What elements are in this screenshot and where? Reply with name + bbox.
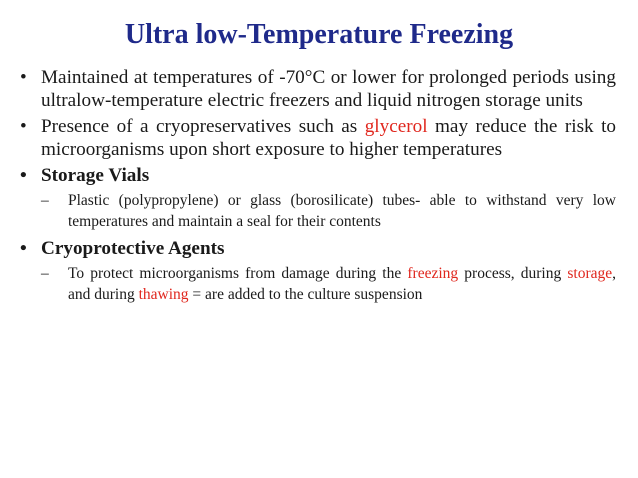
- slide-title: Ultra low-Temperature Freezing: [124, 19, 514, 50]
- sub-bullet-cryoprotective-agents: [20, 263, 616, 305]
- slide-content: [20, 66, 616, 310]
- highlight-glycerol: glycerol: [364, 116, 428, 137]
- bullet-marker: •: [20, 67, 27, 88]
- dash-marker: –: [41, 192, 49, 209]
- highlight-freezing: freezing: [407, 265, 459, 282]
- sub-bullet-text-part: To protect microorganisms from damage during the: [68, 265, 408, 282]
- bullet-marker: •: [20, 165, 27, 186]
- sub-bullet-storage-vials: [20, 190, 616, 232]
- bullet-heading: Cryoprotective Agents: [41, 238, 225, 259]
- bullet-heading: Storage Vials: [41, 165, 150, 186]
- dash-marker: –: [41, 265, 49, 282]
- bullet-marker: •: [20, 116, 27, 137]
- sub-bullet-text-part: , and during: [68, 265, 616, 303]
- bullet-text-part: Presence of a cryopreservatives such as: [41, 116, 365, 137]
- sub-bullet-text-part: process, during: [458, 265, 568, 282]
- bullet-cryopreservatives: [20, 115, 616, 161]
- sub-bullet-text: Plastic (polypropylene) or glass (borosilicate) tubes- able to withstand very low temperatures and maintain a seal for their contents: [68, 192, 616, 230]
- bullet-text-part: may reduce the risk to microorganisms upon short exposure to higher temperatures: [41, 116, 617, 160]
- highlight-storage: storage: [567, 265, 613, 282]
- bullet-temperature: [20, 66, 616, 112]
- highlight-thawing: thawing: [138, 286, 189, 303]
- bullet-storage-vials: [20, 164, 616, 187]
- sub-bullet-text-part: = are added to the culture suspension: [188, 286, 423, 303]
- bullet-text: Maintained at temperatures of -70°C or lower for prolonged periods using ultralow-temperature electric freezers and liquid nitrogen storage units: [41, 67, 616, 111]
- bullet-marker: •: [20, 238, 27, 259]
- bullet-cryoprotective-agents: [20, 237, 616, 260]
